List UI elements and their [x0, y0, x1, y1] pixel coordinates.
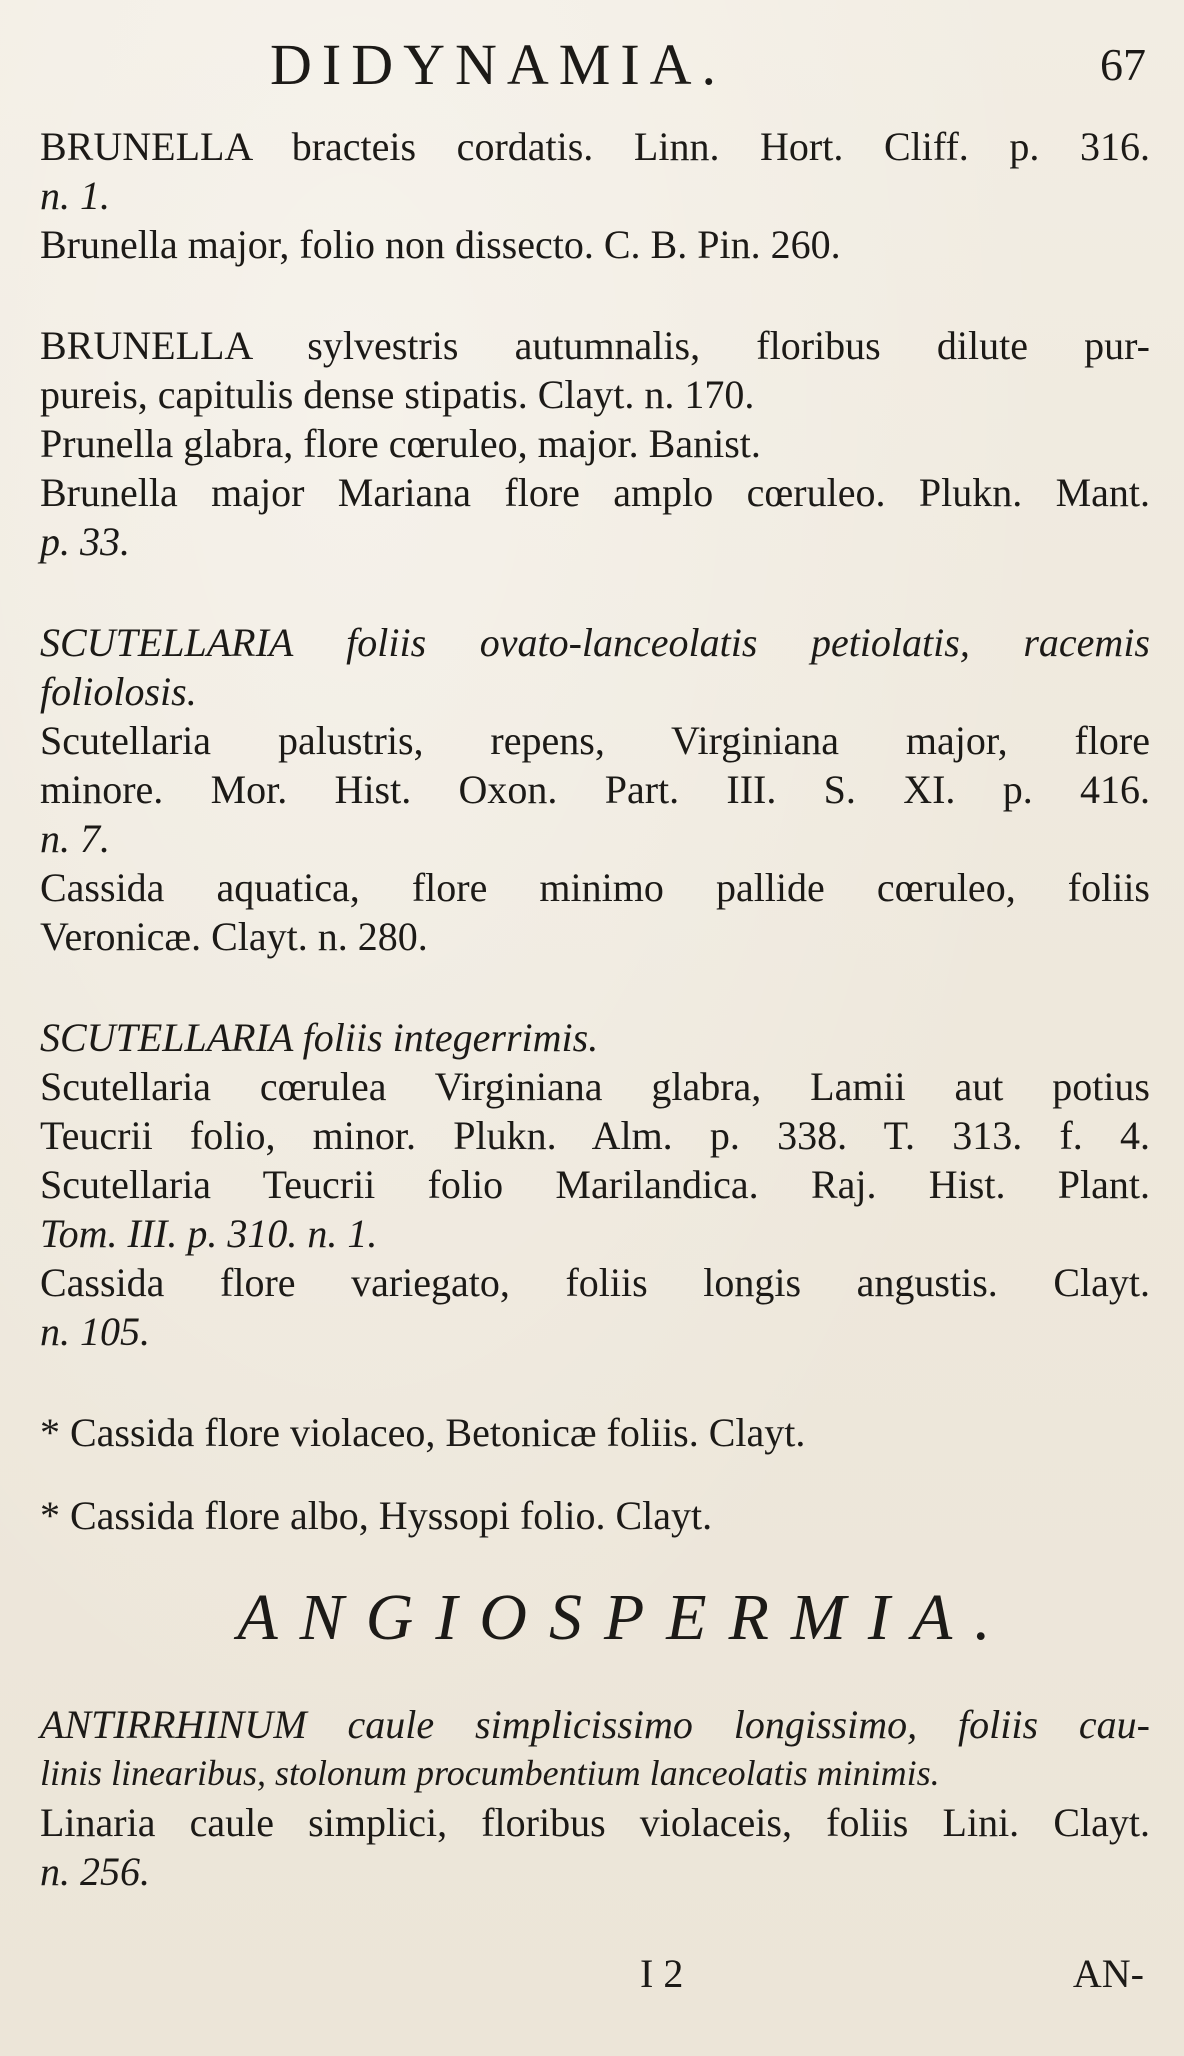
entry-line: Scutellaria cœrulea Virginiana glabra, Lamii aut potius	[40, 1064, 1150, 1109]
entry-line: BRUNELLA bracteis cordatis. Linn. Hort. Cliff. p. 316.	[40, 124, 1150, 169]
entry-line: Cassida aquatica, flore minimo pallide cœruleo, foliis	[40, 865, 1150, 910]
page-body	[40, 122, 1150, 1948]
entry-line: BRUNELLA sylvestris autumnalis, floribus dilute pur-	[40, 323, 1150, 368]
entry-line: Veronicæ. Clayt. n. 280.	[40, 914, 428, 959]
entry-line: linis linearibus, stolonum procumbentium lanceolatis minimis.	[40, 1753, 940, 1793]
entry-line: ANTIRRHINUM caule simplicissimo longissimo, foliis cau-	[40, 1702, 1150, 1747]
entry-line: Tom. III. p. 310. n. 1.	[40, 1211, 378, 1256]
entry-line: Brunella major Mariana flore amplo cœruleo. Plukn. Mant.	[40, 470, 1150, 515]
entry-line: pureis, capitulis dense stipatis. Clayt. n. 170.	[40, 372, 755, 417]
entry-line: Linaria caule simplici, floribus violaceis, foliis Lini. Clayt.	[40, 1800, 1150, 1845]
entry-line: n. 7.	[40, 816, 110, 861]
entry-line: n. 1.	[40, 173, 110, 218]
entry-line: minore. Mor. Hist. Oxon. Part. III. S. XI. p. 416.	[40, 767, 1150, 812]
signature-mark: I 2	[640, 1951, 684, 1996]
entry-scutellaria-ovato	[40, 618, 1150, 961]
entry-line: SCUTELLARIA foliis integerrimis.	[40, 1015, 599, 1060]
entry-line: Cassida flore variegato, foliis longis angustis. Clayt.	[40, 1260, 1150, 1305]
page-header	[0, 30, 1184, 100]
entry-cassida-violaceo	[40, 1408, 1150, 1457]
entry-line: Prunella glabra, flore cœruleo, major. Banist.	[40, 421, 761, 466]
entry-line: p. 33.	[40, 519, 130, 564]
entry-line: n. 105.	[40, 1309, 150, 1354]
entry-line: Scutellaria palustris, repens, Virginiana major, flore	[40, 718, 1150, 763]
section-title: ANGIOSPERMIA.	[237, 1581, 1013, 1654]
entry-line: * Cassida flore violaceo, Betonicæ foliis. Clayt.	[40, 1410, 806, 1455]
catchword: AN-	[1072, 1951, 1144, 1996]
entry-brunella-sylvestris	[40, 321, 1150, 566]
entry-line: Scutellaria Teucrii folio Marilandica. Raj. Hist. Plant.	[40, 1162, 1150, 1207]
entry-line: foliolosis.	[40, 669, 197, 714]
entry-scutellaria-integerrimis	[40, 1013, 1150, 1356]
running-head: DIDYNAMIA.	[270, 32, 727, 97]
entry-brunella-bracteis	[40, 122, 1150, 269]
entry-antirrhinum	[40, 1700, 1150, 1896]
page-footer	[0, 1950, 1184, 2010]
entry-line: * Cassida flore albo, Hyssopi folio. Clayt.	[40, 1493, 713, 1538]
entry-line: Brunella major, folio non dissecto. C. B. Pin. 260.	[40, 222, 841, 267]
entry-line: SCUTELLARIA foliis ovato-lanceolatis petiolatis, racemis	[40, 620, 1150, 665]
entry-cassida-albo	[40, 1491, 1150, 1540]
entry-line: n. 256.	[40, 1849, 150, 1894]
page-number: 67	[1100, 39, 1146, 90]
entry-line: Teucrii folio, minor. Plukn. Alm. p. 338. T. 313. f. 4.	[40, 1113, 1150, 1158]
